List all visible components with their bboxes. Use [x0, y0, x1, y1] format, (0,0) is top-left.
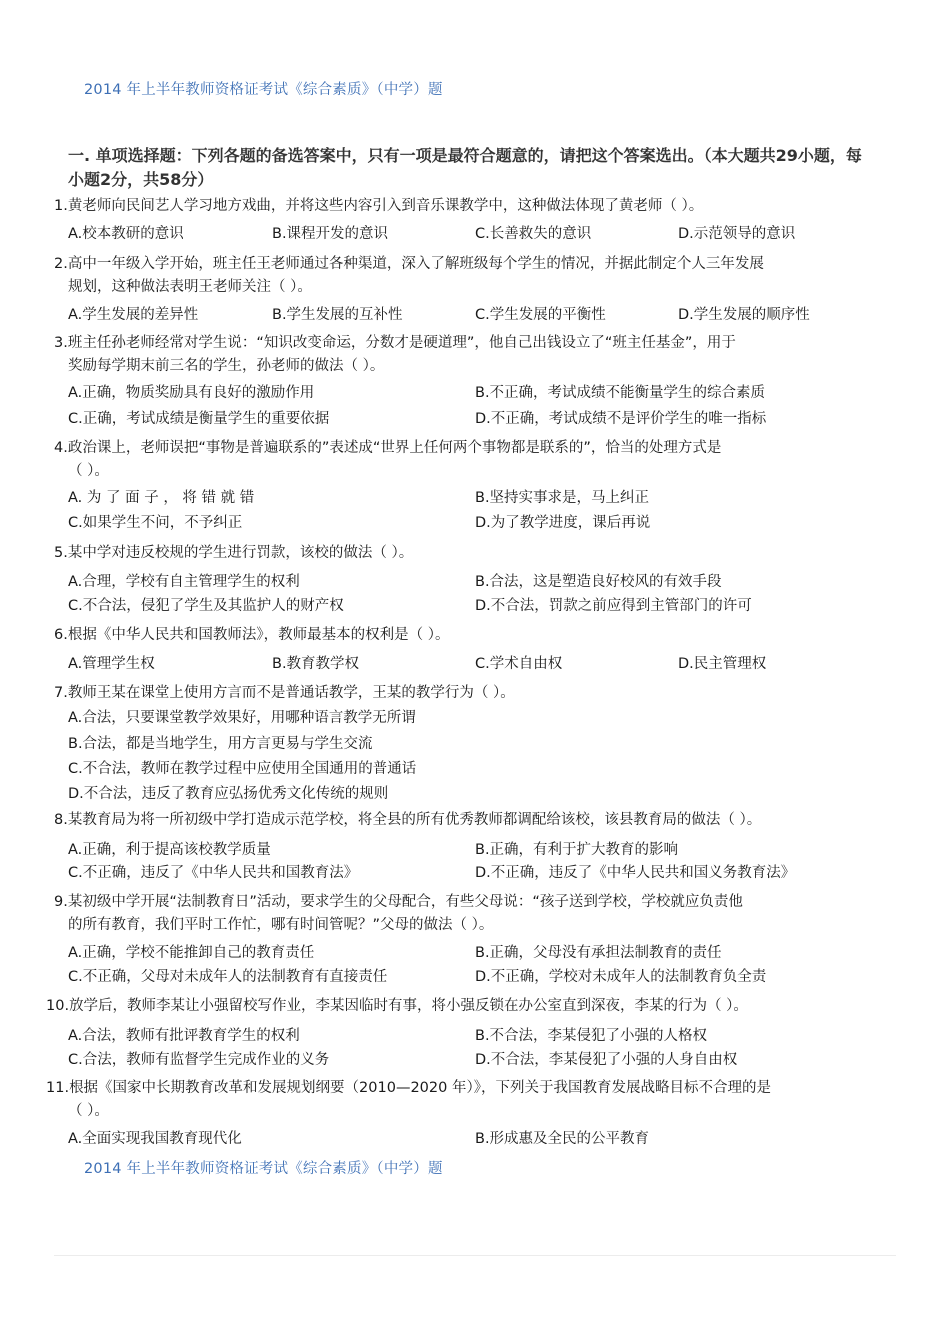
answer-option[interactable]: D.为了教学进度，课后再说	[475, 515, 651, 531]
question-stem	[54, 624, 874, 647]
answer-option[interactable]: C.不正确，违反了《中华人民共和国教育法》	[68, 865, 359, 881]
answer-option[interactable]: C.长善救失的意识	[475, 226, 592, 242]
answer-option[interactable]: D.不合法，罚款之前应得到主管部门的许可	[475, 598, 752, 614]
question-number: 11.	[46, 1080, 70, 1096]
question-stem	[46, 995, 866, 1018]
question-text: 某初级中学开展“法制教育日”活动，要求学生的父母配合，有些父母说：“孩子送到学校，学校就应负责他	[67, 894, 743, 910]
answer-option[interactable]: B.教育教学权	[272, 656, 360, 672]
answer-option[interactable]: D.不正确，学校对未成年人的法制教育负全责	[475, 969, 767, 985]
question-stem-continued: 的所有教育，我们平时工作忙，哪有时间管呢？”父母的做法（ ）。	[68, 917, 494, 933]
answer-option[interactable]: B.不合法，李某侵犯了小强的人格权	[475, 1028, 708, 1044]
page-footer-title: 2014 年上半年教师资格证考试《综合素质》（中学）题	[84, 1161, 443, 1177]
question-number: 2.	[54, 256, 68, 272]
answer-option[interactable]: B.合法，这是塑造良好校风的有效手段	[475, 574, 722, 590]
question-text: 班主任孙老师经常对学生说：“知识改变命运，分数才是硬道理”，他自己出钱设立了“班主任基金”，用于	[67, 335, 736, 351]
question-text: 根据《国家中长期教育改革和发展规划纲要（2010—2020 年）》，下列关于我国教育发展战略目标不合理的是	[69, 1080, 771, 1096]
answer-option[interactable]: A. 为 了 面 子 ， 将 错 就 错	[68, 490, 255, 506]
answer-option[interactable]: B.学生发展的互补性	[272, 307, 403, 323]
answer-option[interactable]: C.不合法，侵犯了学生及其监护人的财产权	[68, 598, 344, 614]
answer-option[interactable]: D.民主管理权	[678, 656, 767, 672]
question-stem	[54, 809, 874, 832]
question-number: 9.	[54, 894, 68, 910]
answer-option[interactable]: C.学术自由权	[475, 656, 563, 672]
question-text: 高中一年级入学开始，班主任王老师通过各种渠道，深入了解班级每个学生的情况，并据此制定个人三年发展	[67, 256, 764, 272]
question-text: 政治课上，老师误把“事物是普遍联系的”表述成“世界上任何两个事物都是联系的”，恰当的处理方式是	[67, 440, 722, 456]
question-number: 4.	[54, 440, 68, 456]
question-number: 8.	[54, 812, 68, 828]
answer-option[interactable]: A.正确，物质奖励具有良好的激励作用	[68, 385, 315, 401]
answer-option[interactable]: C.不正确，父母对未成年人的法制教育有直接责任	[68, 969, 388, 985]
question-number: 10.	[46, 998, 70, 1014]
answer-option[interactable]: A.正确，利于提高该校教学质量	[68, 842, 271, 858]
answer-option[interactable]: A.合法，只要课堂教学效果好，用哪种语言教学无所谓	[68, 710, 416, 726]
question-stem-continued: 规划，这种做法表明王老师关注（ ）。	[68, 279, 312, 295]
answer-option[interactable]: C.合法，教师有监督学生完成作业的义务	[68, 1052, 330, 1068]
answer-option[interactable]: B.正确，有利于扩大教育的影响	[475, 842, 679, 858]
question-number: 1.	[54, 198, 68, 214]
question-text: 某中学对违反校规的学生进行罚款，该校的做法（ ）。	[67, 545, 414, 561]
answer-option[interactable]: A.管理学生权	[68, 656, 155, 672]
answer-option[interactable]: B.不正确，考试成绩不能衡量学生的综合素质	[475, 385, 766, 401]
answer-option[interactable]: B.坚持实事求是，马上纠正	[475, 490, 650, 506]
question-stem-continued: 奖励每学期末前三名的学生，孙老师的做法（ ）。	[68, 358, 385, 374]
question-number: 5.	[54, 545, 68, 561]
answer-option[interactable]: A.校本教研的意识	[68, 226, 184, 242]
question-stem	[54, 437, 874, 460]
answer-option[interactable]: B.正确，父母没有承担法制教育的责任	[475, 945, 722, 961]
answer-option[interactable]: A.合理，学校有自主管理学生的权利	[68, 574, 300, 590]
question-stem	[54, 891, 874, 914]
answer-option[interactable]: C.不合法，教师在教学过程中应使用全国通用的普通话	[68, 761, 417, 777]
answer-option[interactable]: D.不合法，违反了教育应弘扬优秀文化传统的规则	[68, 786, 389, 802]
answer-option[interactable]: C.正确，考试成绩是衡量学生的重要依据	[68, 411, 330, 427]
answer-option[interactable]: B.课程开发的意识	[272, 226, 389, 242]
question-number: 6.	[54, 627, 68, 643]
answer-option[interactable]: D.学生发展的顺序性	[678, 307, 810, 323]
question-stem	[54, 332, 874, 355]
answer-option[interactable]: C.学生发展的平衡性	[475, 307, 606, 323]
answer-option[interactable]: D.不正确，违反了《中华人民共和国义务教育法》	[475, 865, 796, 881]
question-number: 3.	[54, 335, 68, 351]
section-heading: 一. 单项选择题：下列各题的备选答案中，只有一项是最符合题意的，请把这个答案选出。（本大题共29小题，每小题2分，共58分）	[68, 146, 862, 189]
question-text: 某教育局为将一所初级中学打造成示范学校，将全县的所有优秀教师都调配给该校，该县教育局的做法（ ）。	[67, 812, 762, 828]
question-stem	[54, 195, 874, 218]
question-text: 教师王某在课堂上使用方言而不是普通话教学，王某的教学行为（ ）。	[67, 685, 515, 701]
question-stem	[54, 682, 874, 705]
answer-option[interactable]: D.示范领导的意识	[678, 226, 796, 242]
answer-option[interactable]: A.全面实现我国教育现代化	[68, 1131, 242, 1147]
answer-option[interactable]: A.学生发展的差异性	[68, 307, 199, 323]
page-header-title: 2014 年上半年教师资格证考试《综合素质》（中学）题	[84, 82, 443, 98]
answer-option[interactable]: A.正确，学校不能推卸自己的教育责任	[68, 945, 315, 961]
answer-option[interactable]: D.不合法，李某侵犯了小强的人身自由权	[475, 1052, 738, 1068]
question-text: 黄老师向民间艺人学习地方戏曲，并将这些内容引入到音乐课教学中，这种做法体现了黄老师（ ）。	[67, 198, 704, 214]
answer-option[interactable]: B.形成惠及全民的公平教育	[475, 1131, 650, 1147]
answer-option[interactable]: B.合法，都是当地学生，用方言更易与学生交流	[68, 736, 373, 752]
question-stem	[54, 253, 874, 276]
question-stem-continued: （ ）。	[68, 463, 109, 479]
question-text: 放学后，教师李某让小强留校写作业，李某因临时有事，将小强反锁在办公室直到深夜，李某的行为（ ）。	[69, 998, 748, 1014]
question-stem	[46, 1077, 866, 1100]
question-text: 根据《中华人民共和国教师法》，教师最基本的权利是（ ）。	[67, 627, 450, 643]
answer-option[interactable]: D.不正确，考试成绩不是评价学生的唯一指标	[475, 411, 767, 427]
question-number: 7.	[54, 685, 68, 701]
question-stem	[54, 542, 874, 565]
question-stem-continued: （ ）。	[68, 1103, 109, 1119]
answer-option[interactable]: C.如果学生不问，不予纠正	[68, 515, 243, 531]
page-divider	[54, 1255, 896, 1256]
answer-option[interactable]: A.合法，教师有批评教育学生的权利	[68, 1028, 300, 1044]
